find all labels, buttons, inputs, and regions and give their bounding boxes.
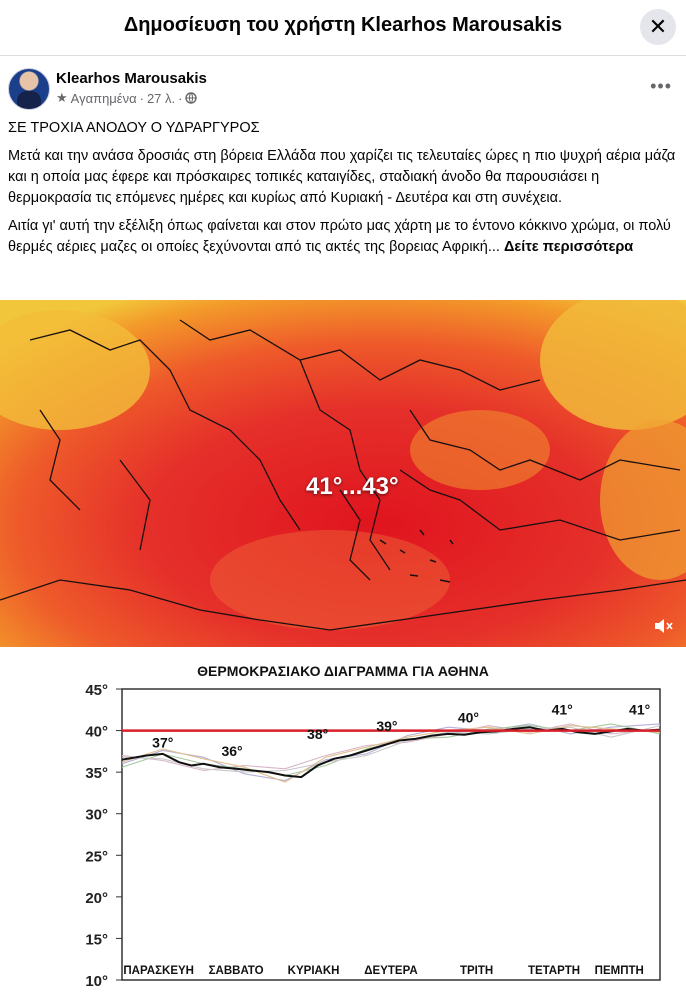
chart-plot	[0, 647, 686, 1000]
post-paragraph-2: Αιτία γι' αυτή την εξέλιξη όπως φαίνεται και στον πρώτο μας χάρτη με το έντονο κόκκινο χρώμα, οι πολύ θερμές αέριες μαζες οι οποίες ξεχύνονται από τις ακτές της βορειας Αφρική... Δείτε περισσότερα	[8, 218, 671, 255]
y-tick-label: 20°	[85, 889, 108, 907]
post-paragraph-1: Μετά και την ανάσα δροσιάς στη βόρεια Ελλάδα που χαρίζει τις τελευταίες ώρες η πιο ψυχρή αέρια μάζα και η οποία μας έφερε και πρόσκαιρες τοπικές καταιγίδες, σταδιακή άνοδο θα παρουσιάσει η θερμοκρασία τις επόμενες ημέρες και κυρίως από Κυριακή - Δευτέρα και στη συνέχεια.	[8, 148, 676, 206]
x-category-label: ΣΑΒΒΑΤΟ	[208, 965, 264, 977]
more-options-icon: •••	[650, 76, 672, 96]
speaker-muted-icon	[652, 615, 674, 637]
avatar[interactable]	[8, 68, 50, 110]
meta-tag[interactable]: Αγαπημένα	[70, 90, 137, 106]
close-icon: ✕	[648, 14, 668, 39]
post-header	[8, 68, 678, 110]
x-category-label: ΤΡΙΤΗ	[459, 965, 494, 977]
data-annotation: 39°	[376, 717, 398, 734]
data-annotation: 40°	[457, 709, 480, 726]
close-button[interactable]	[640, 9, 676, 45]
data-annotation: 37°	[152, 734, 174, 751]
mute-button[interactable]	[652, 615, 674, 637]
y-tick-label: 35°	[85, 765, 108, 783]
dialog-header	[0, 0, 686, 56]
y-tick-label: 40°	[85, 723, 108, 741]
post-meta: ★ Αγαπημένα · 27 λ. ·	[56, 90, 197, 106]
y-tick-label: 30°	[85, 806, 108, 824]
y-tick-label: 15°	[85, 931, 108, 949]
data-annotation: 38°	[307, 726, 329, 743]
dialog-title: Δημοσίευση του χρήστη Klearhos Marousakis	[123, 14, 563, 36]
map-temperature-label: 41°...43°	[306, 473, 399, 500]
data-annotation: 36°	[221, 742, 243, 759]
see-more-link[interactable]: Δείτε περισσότερα	[503, 239, 634, 255]
x-category-label: ΚΥΡΙΑΚΗ	[287, 965, 340, 977]
y-tick-label: 10°	[85, 973, 108, 990]
post-body	[8, 118, 680, 265]
star-icon: ★	[56, 90, 68, 105]
temperature-chart[interactable]	[0, 647, 686, 1000]
data-annotation: 41°	[629, 701, 651, 718]
temperature-map[interactable]	[0, 300, 686, 647]
more-options-button[interactable]	[650, 76, 672, 97]
x-category-label: ΤΕΤΑΡΤΗ	[527, 965, 581, 977]
chart-title: ΘΕΡΜΟΚΡΑΣΙΑΚΟ ΔΙΑΓΡΑΜΜΑ ΓΙΑ ΑΘΗΝΑ	[197, 663, 489, 679]
author-name[interactable]: Klearhos Marousakis	[56, 70, 207, 87]
y-tick-label: 45°	[85, 682, 108, 699]
y-tick-label: 25°	[85, 848, 108, 866]
post-headline: ΣΕ ΤΡΟΧΙΑ ΑΝΟΔΟΥ Ο ΥΔΡΑΡΓΥΡΟΣ	[8, 120, 260, 136]
x-category-label: ΠΑΡΑΣΚΕΥΗ	[123, 965, 194, 977]
globe-icon	[185, 92, 197, 104]
data-annotation: 41°	[551, 701, 573, 718]
x-category-label: ΠΕΜΠΤΗ	[594, 965, 644, 977]
x-category-label: ΔΕΥΤΕΡΑ	[364, 965, 418, 977]
post-time[interactable]: 27 λ.	[146, 90, 176, 106]
